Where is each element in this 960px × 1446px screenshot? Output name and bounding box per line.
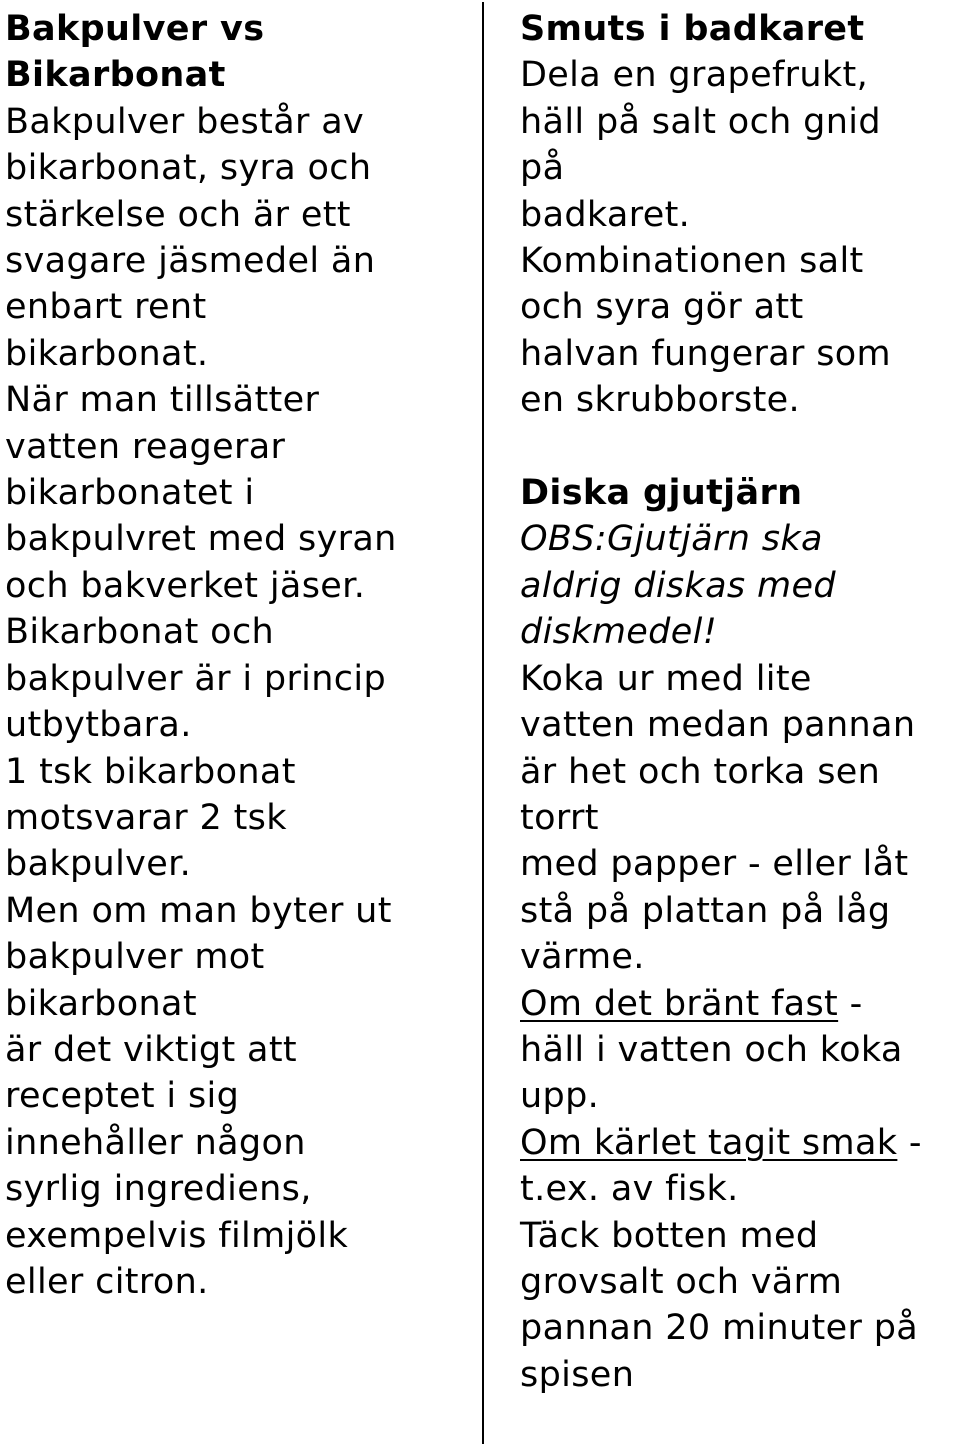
burnt-case-suffix: -	[838, 983, 863, 1024]
cast-iron-warning-line: aldrig diskas med	[520, 565, 836, 606]
left-body-line: Men om man byter ut	[5, 890, 392, 931]
taste-case-line	[520, 1120, 960, 1166]
cast-iron-body-line: stå på plattan på låg	[520, 890, 891, 931]
cast-iron-warning-line: OBS:Gjutjärn ska	[520, 519, 823, 560]
left-body-line: Bikarbonat och	[5, 612, 275, 653]
taste-case-text: t.ex. av fisk.	[520, 1169, 739, 1210]
left-body-line: innehåller någon	[5, 1122, 306, 1163]
left-body-line: och bakverket jäser.	[5, 565, 366, 606]
burnt-case-label: Om det bränt fast	[520, 983, 839, 1024]
cast-iron-warning-line: diskmedel!	[520, 612, 718, 653]
bathtub-body-line: Dela en grapefrukt,	[520, 55, 869, 96]
bathtub-body-line: Kombinationen salt	[520, 241, 864, 282]
cast-iron-heading: Diska gjutjärn	[520, 473, 803, 514]
bathtub-body-line: och syra gör att	[520, 287, 804, 328]
cast-iron-body-line: värme.	[520, 937, 645, 978]
left-body-line: är det viktigt att	[5, 1029, 297, 1070]
cast-iron-body-line: är het och torka sen	[520, 751, 881, 792]
final-instruction-line: grovsalt och värm	[520, 1261, 843, 1302]
left-body-line: bakpulvret med syran	[5, 519, 397, 560]
bathtub-body-line: en skrubborste.	[520, 380, 801, 421]
left-body-line: bikarbonat.	[5, 333, 209, 374]
left-body-line: utbytbara.	[5, 705, 192, 746]
taste-case-label: Om kärlet tagit smak	[520, 1122, 898, 1163]
left-body-line: motsvarar 2 tsk	[5, 797, 287, 838]
cast-iron-body-line: vatten medan pannan	[520, 705, 916, 746]
left-body-line: stärkelse och är ett	[5, 194, 351, 235]
left-body-line: enbart rent	[5, 287, 207, 328]
bathtub-body-line: på	[520, 148, 565, 189]
left-body-line: syrlig ingrediens,	[5, 1169, 312, 1210]
burnt-case-text: häll i vatten och koka	[520, 1029, 903, 1070]
taste-case-suffix: -	[897, 1122, 922, 1163]
left-heading-line-2: Bikarbonat	[5, 55, 226, 96]
column-divider	[482, 2, 484, 1444]
left-body-line: 1 tsk bikarbonat	[5, 751, 296, 792]
left-body-line: receptet i sig	[5, 1076, 240, 1117]
left-body-line: När man tillsätter	[5, 380, 320, 421]
left-body-line: Bakpulver består av	[5, 101, 365, 142]
left-body-line: svagare jäsmedel än	[5, 241, 376, 282]
bathtub-heading: Smuts i badkaret	[520, 9, 865, 49]
final-instruction-line: spisen	[520, 1354, 635, 1395]
left-body-line: bikarbonatet i	[5, 473, 255, 514]
final-instruction-line: pannan 20 minuter på	[520, 1308, 919, 1349]
bathtub-body-line: badkaret.	[520, 194, 691, 235]
left-body-line: bikarbonat	[5, 983, 197, 1024]
cast-iron-body-line: Koka ur med lite	[520, 658, 812, 699]
burnt-case-line	[520, 981, 960, 1027]
bathtub-body-line: halvan fungerar som	[520, 333, 892, 374]
bathtub-body-line: häll på salt och gnid	[520, 101, 881, 142]
left-body-line: bakpulver.	[5, 844, 192, 885]
cast-iron-body-line: torrt	[520, 797, 599, 838]
left-body-line: bakpulver är i princip	[5, 658, 387, 699]
left-heading-line-1: Bakpulver vs	[5, 9, 265, 49]
left-body-line: exempelvis filmjölk	[5, 1215, 349, 1256]
left-body-line: eller citron.	[5, 1261, 209, 1302]
left-body-line: bakpulver mot	[5, 937, 265, 978]
section-spacer	[520, 424, 960, 470]
cast-iron-body-line: med papper - eller låt	[520, 844, 909, 885]
left-body-line: bikarbonat, syra och	[5, 148, 372, 189]
final-instruction-line: Täck botten med	[520, 1215, 819, 1256]
burnt-case-text: upp.	[520, 1076, 600, 1117]
left-body-line: vatten reagerar	[5, 426, 286, 467]
left-column	[5, 6, 475, 1305]
right-column	[520, 6, 960, 1398]
